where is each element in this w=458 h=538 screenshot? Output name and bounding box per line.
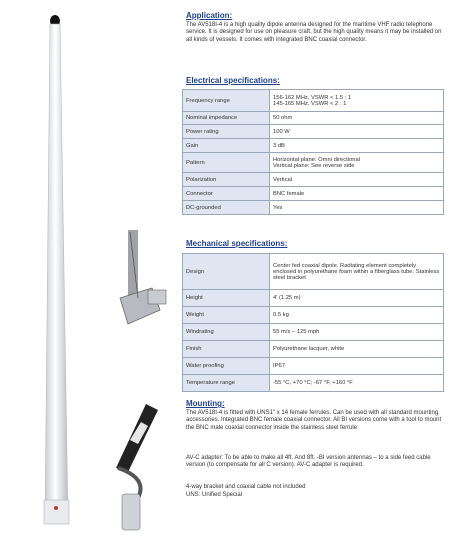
- spec-value: Vertical: [270, 173, 444, 187]
- mounting-footnote: UNS: Unified Special: [186, 492, 243, 498]
- mounting-heading: Mounting:: [186, 399, 225, 408]
- electrical-heading: Electrical specifications:: [186, 76, 280, 85]
- spec-value: 4' (1.25 m): [270, 290, 444, 307]
- table-row: [183, 341, 444, 358]
- spec-label: Water proofing: [183, 358, 270, 375]
- table-row: [183, 139, 444, 153]
- spec-value: 0.5 kg: [270, 307, 444, 324]
- spec-value: 55 m/s – 125 mph: [270, 324, 444, 341]
- table-row: [183, 187, 444, 201]
- mounting-note: 4-way bracket and coaxial cable not included: [186, 484, 306, 490]
- mechanical-table: [182, 253, 444, 392]
- spec-label: Power rating: [183, 125, 270, 139]
- mounting-paragraph-2: AV-C adapter: To be able to make all 4ft. And 8ft. -BI version antennas – to a side feed cable version (to compensate for all C version). AV-C adapter is required.: [186, 455, 431, 469]
- spec-label: Weight: [183, 307, 270, 324]
- spec-label: Connector: [183, 187, 270, 201]
- spec-label: Pattern: [183, 153, 270, 173]
- spec-label: Temperature range: [183, 375, 270, 392]
- spec-value: Center fed coaxial dipole. Radiating element completely enclosed in polyurethane foam within a fiberglass tube. Stainless steel bracket: [270, 254, 444, 290]
- spec-label: Nominal impedance: [183, 112, 270, 125]
- electrical-table: [182, 89, 444, 215]
- table-row: [183, 173, 444, 187]
- spec-value: BNC female: [270, 187, 444, 201]
- spec-label: Windrating: [183, 324, 270, 341]
- spec-value: Polyurethane lacquer, white: [270, 341, 444, 358]
- spec-value: Yes: [270, 201, 444, 215]
- spec-label: Height: [183, 290, 270, 307]
- table-row: [183, 290, 444, 307]
- application-text: The AV518I-4 is a high quality dipole antenna designed for the maritime VHF radio telephone service. It is designed for use on pleasure craft, but the high quality means it may be installed on all kinds of vessels. It comes with integrated BNC coaxial connector.: [186, 22, 442, 43]
- table-row: [183, 153, 444, 173]
- table-row: [183, 324, 444, 341]
- application-heading: Application:: [186, 11, 233, 20]
- table-row: [183, 375, 444, 392]
- spec-value: Horizontal plane: Omni directional Vertical plane: See reverse side: [270, 153, 444, 173]
- spec-label: Polarization: [183, 173, 270, 187]
- spec-value: 156-162 MHz, VSWR < 1.5 : 1 145-165 MHz, VSWR < 2 : 1: [270, 90, 444, 112]
- spec-value: 3 dB: [270, 139, 444, 153]
- table-row: [183, 254, 444, 290]
- table-row: [183, 307, 444, 324]
- mounting-paragraph-1: The AV518I-4 is fitted with UNS1" x 14 female ferrules. Can be used with all standard mounting accessories. Integrated BNC female coaxial connector. All BI versions come with a tool to mount the BNC male coaxial connector inside the stainless steel ferrule: [186, 410, 442, 431]
- table-row: [183, 90, 444, 112]
- spec-value: 50 ohm: [270, 112, 444, 125]
- spec-value: -55 °C, +70 °C; -67 °F, +160 °F: [270, 375, 444, 392]
- spec-label: Frequency range: [183, 90, 270, 112]
- spec-label: Gain: [183, 139, 270, 153]
- spec-value: 100 W: [270, 125, 444, 139]
- table-row: [183, 112, 444, 125]
- spec-label: Design: [183, 254, 270, 290]
- table-row: [183, 125, 444, 139]
- table-row: [183, 201, 444, 215]
- table-row: [183, 358, 444, 375]
- spec-label: Finish: [183, 341, 270, 358]
- mechanical-heading: Mechanical specifications:: [186, 239, 288, 248]
- mount-bracket-image: [110, 228, 170, 338]
- spec-label: DC-grounded: [183, 201, 270, 215]
- spec-value: IP67: [270, 358, 444, 375]
- cable-adapter-image: [108, 458, 168, 538]
